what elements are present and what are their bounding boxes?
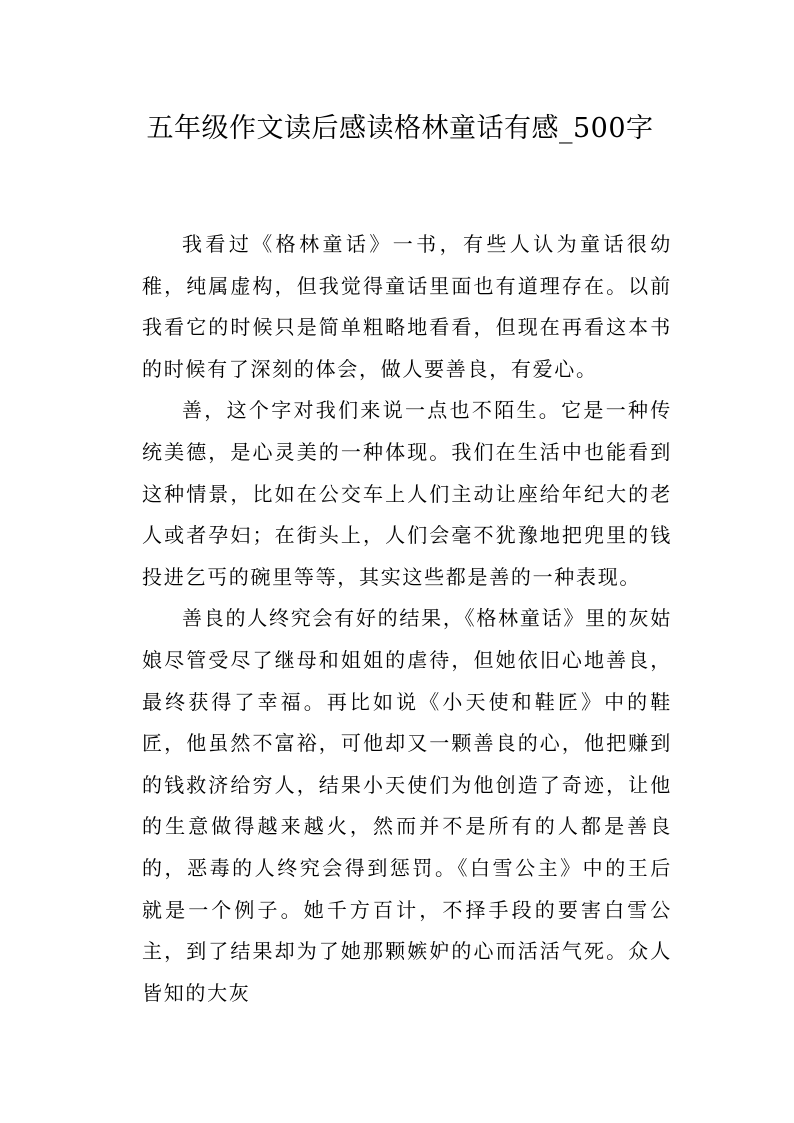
document-title: 五年级作文读后感读格林童话有感_500字 — [146, 113, 654, 144]
paragraph-2: 善，这个字对我们来说一点也不陌生。它是一种传统美德，是心灵美的一种体现。我们在生活中也能看到这种情景，比如在公交车上人们主动让座给年纪大的老人或者孕妇；在街头上，人们会毫不犹豫地把兜里的钱投进乞丐的碗里等等，其实这些都是善的一种表现。 — [142, 398, 672, 589]
document-body — [142, 224, 672, 1014]
paragraph-3: 善良的人终究会有好的结果，《格林童话》里的灰姑娘尽管受尽了继母和姐姐的虐待，但她依旧心地善良，最终获得了幸福。再比如说《小天使和鞋匠》中的鞋匠，他虽然不富裕，可他却又一颗善良的心，他把赚到的钱救济给穷人，结果小天使们为他创造了奇迹，让他的生意做得越来越火，然而并不是所有的人都是善良的，恶毒的人终究会得到惩罚。《白雪公主》中的王后就是一个例子。她千方百计，不择手段的要害白雪公主，到了结果却为了她那颗嫉妒的心而活活气死。众人皆知的大灰 — [142, 606, 672, 1005]
paragraph-1: 我看过《格林童话》一书，有些人认为童话很幼稚，纯属虚构，但我觉得童话里面也有道理存在。以前我看它的时候只是简单粗略地看看，但现在再看这本书的时候有了深刻的体会，做人要善良，有爱心。 — [142, 232, 672, 381]
